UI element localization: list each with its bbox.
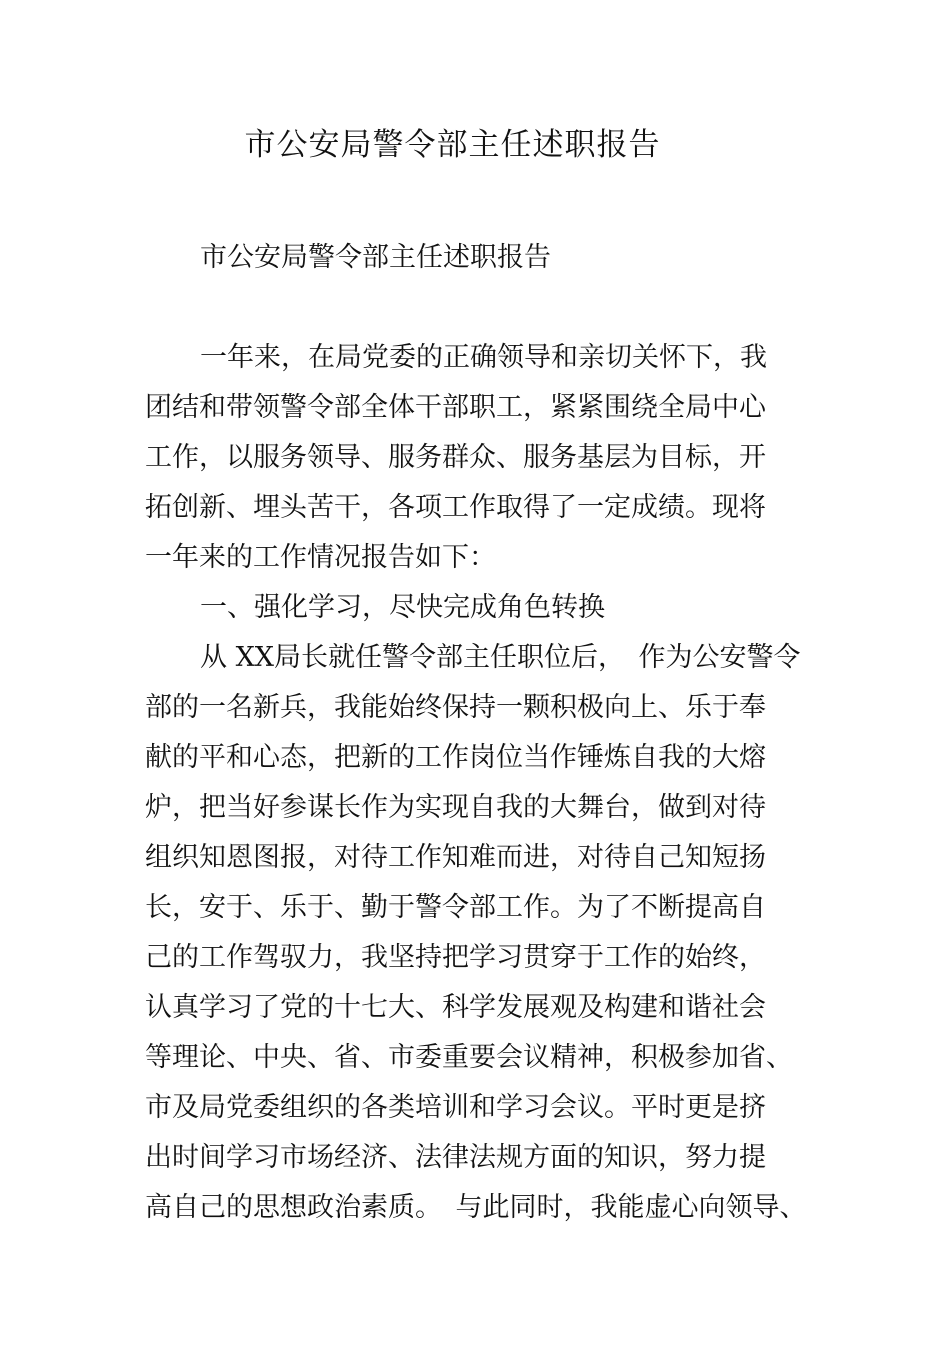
body-line: 高自己的思想政治素质。 与此同时，我能虚心向领导、 (145, 1192, 807, 1223)
body-line: 部的一名新兵，我能始终保持一颗积极向上、乐于奉 (145, 692, 766, 723)
body-line: 出时间学习市场经济、法律法规方面的知识，努力提 (145, 1142, 766, 1173)
body-line: 认真学习了党的十七大、科学发展观及构建和谐社会 (145, 992, 766, 1023)
body-line: 等理论、中央、省、市委重要会议精神，积极参加省、 (145, 1042, 793, 1073)
document-subtitle: 市公安局警令部主任述职报告 (200, 242, 551, 273)
body-line: 组织知恩图报，对待工作知难而进，对待自己知短扬 (145, 842, 766, 873)
body-line: 工作，以服务领导、服务群众、服务基层为目标，开 (145, 442, 766, 473)
body-line: 己的工作驾驭力，我坚持把学习贯穿于工作的始终， (145, 942, 766, 973)
body-line: 一年来的工作情况报告如下： (145, 542, 496, 573)
section-heading: 一、强化学习，尽快完成角色转换 (200, 592, 605, 623)
body-line: 团结和带领警令部全体干部职工，紧紧围绕全局中心 (145, 392, 766, 423)
document-title: 市公安局警令部主任述职报告 (244, 127, 661, 163)
body-line: 献的平和心态，把新的工作岗位当作锤炼自我的大熔 (145, 742, 766, 773)
body-line: 炉，把当好参谋长作为实现自我的大舞台，做到对待 (145, 792, 766, 823)
body-line: 一年来，在局党委的正确领导和亲切关怀下，我 (200, 342, 767, 373)
body-line: 拓创新、埋头苦干，各项工作取得了一定成绩。现将 (145, 492, 766, 523)
body-line: 从 XX局长就任警令部主任职位后， 作为公安警令 (200, 642, 801, 673)
body-line: 市及局党委组织的各类培训和学习会议。平时更是挤 (145, 1092, 766, 1123)
body-line: 长，安于、乐于、勤于警令部工作。为了不断提高自 (145, 892, 766, 923)
